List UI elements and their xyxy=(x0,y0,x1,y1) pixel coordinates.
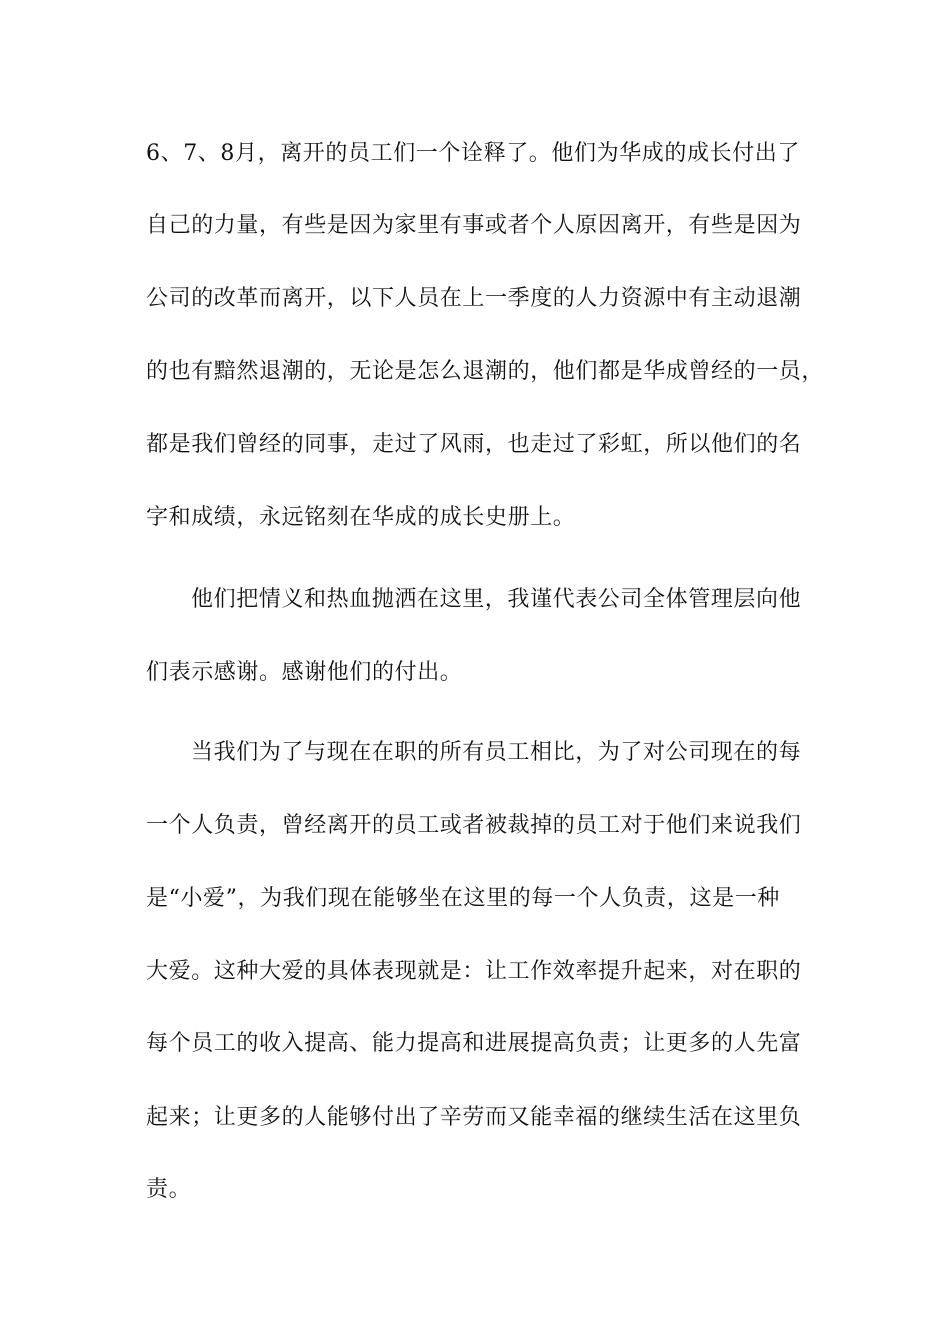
paragraph-3-line-2: 一个人负责，曾经离开的员工或者被裁掉的员工对于他们来说我们 xyxy=(146,813,802,838)
paragraph-1-line-5: 都是我们曾经的同事，走过了风雨，也走过了彩虹，所以他们的名 xyxy=(146,432,802,457)
paragraph-2-line-2: 们表示感谢。感谢他们的付出。 xyxy=(146,660,463,685)
paragraph-1-line-3: 公司的改革而离开，以下人员在上一季度的人力资源中有主动退潮 xyxy=(146,286,802,311)
paragraph-3-line-6: 起来；让更多的人能够付出了辛劳而又能幸福的继续生活在这里负 xyxy=(146,1105,802,1130)
paragraph-3-line-3: 是“小爱”，为我们现在能够坐在这里的每一个人负责，这是一种 xyxy=(146,886,780,911)
paragraph-2-line-1: 他们把情义和热血抛洒在这里，我谨代表公司全体管理层向他 xyxy=(191,587,802,612)
paragraph-1-line-1: 6、7、8月，离开的员工们一个诠释了。他们为华成的成长付出了 xyxy=(146,141,800,166)
paragraph-3-line-5: 每个员工的收入提高、能力提高和进展提高负责；让更多的人先富 xyxy=(146,1031,802,1056)
paragraph-3-line-7: 责。 xyxy=(146,1177,192,1202)
paragraph-3-line-4: 大爱。这种大爱的具体表现就是：让工作效率提升起来，对在职的 xyxy=(146,959,802,984)
paragraph-1-line-6: 字和成绩，永远铭刻在华成的成长史册上。 xyxy=(146,505,576,530)
paragraph-1-line-2: 自己的力量，有些是因为家里有事或者个人原因离开，有些是因为 xyxy=(146,213,802,238)
paragraph-1-line-4: 的也有黯然退潮的，无论是怎么退潮的，他们都是华成曾经的一员， xyxy=(146,359,825,384)
paragraph-3-line-1: 当我们为了与现在在职的所有员工相比，为了对公司现在的每 xyxy=(191,740,802,765)
